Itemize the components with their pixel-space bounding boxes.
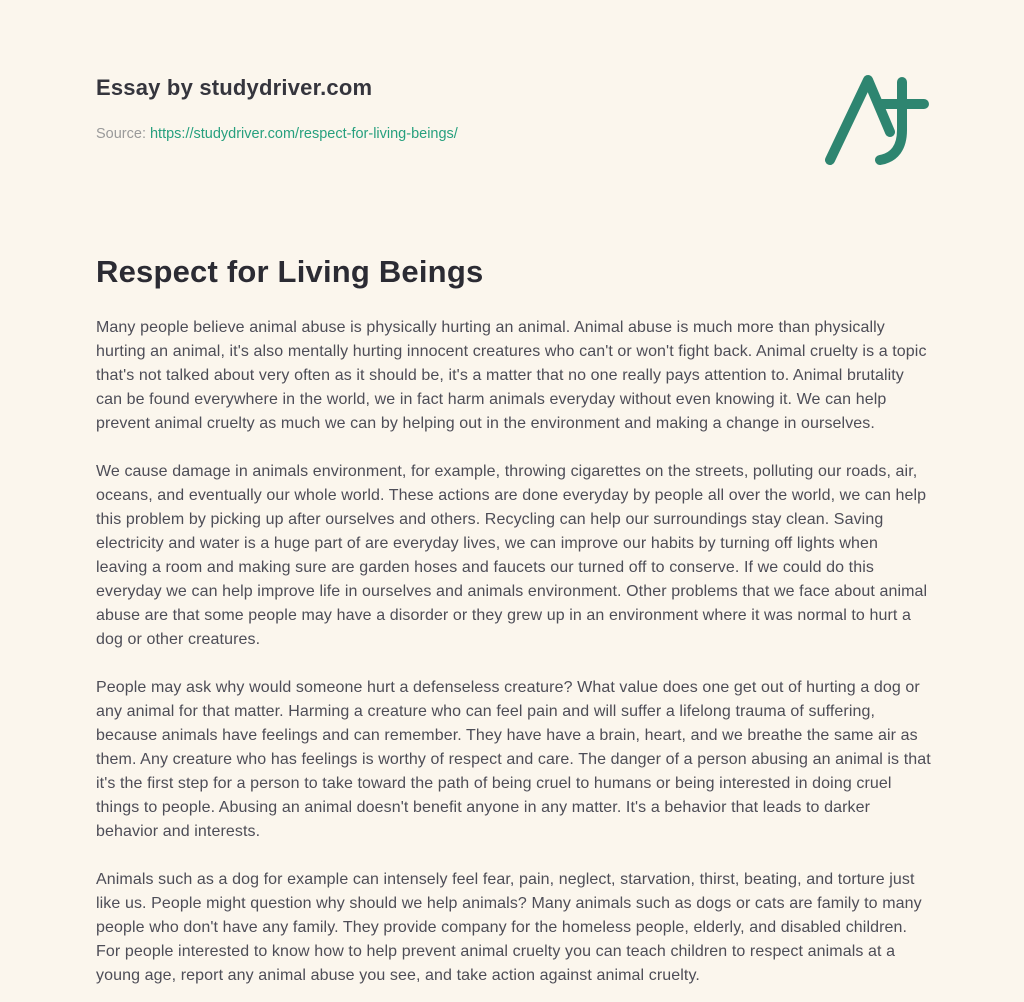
source-line	[96, 126, 928, 142]
essay-paragraph: People may ask why would someone hurt a defenseless creature? What value does one get out of hurting a dog or any animal for that matter. Harming a creature who can feel pain and will suffer a lifelong trauma of suffering, because animals have feelings and can remember. They have have a brain, heart, and we breathe the same air as them. Any creature who has feelings is worthy of respect and care. The danger of a person abusing an animal is that it's the first step for a person to take toward the path of being cruel to humans or being interested in doing cruel things to people. Abusing an animal doesn't benefit anyone in any matter. It's a behavior that leads to darker behavior and interests.	[96, 679, 931, 840]
essay-byline: Essay by studydriver.com	[96, 75, 373, 100]
essay-paragraph: We cause damage in animals environment, for example, throwing cigarettes on the streets, polluting our roads, air, oceans, and eventually our whole world. These actions are done everyday by people all over the world, we can help this problem by picking up after ourselves and others. Recycling can help our surroundings stay clean. Saving electricity and water is a huge part of are everyday lives, we can improve our habits by turning off lights when leaving a room and making sure are garden hoses and faucets our turned off to conserve. If we could do this everyday we can help improve life in ourselves and animals environment. Other problems that we face about animal abuse are that some people may have a disorder or they grew up in an environment where it was normal to hurt a dog or other creatures.	[96, 463, 928, 648]
source-link[interactable]: https://studydriver.com/respect-for-living-beings/	[149, 126, 458, 142]
essay-body	[96, 316, 932, 988]
essay-title: Respect for Living Beings	[96, 254, 484, 289]
essay-paragraph: Animals such as a dog for example can intensely feel fear, pain, neglect, starvation, thirst, beating, and torture just like us. People might question why should we help animals? Many animals such as dogs or cats are family to many people who don't have any family. They provide company for the homeless people, elderly, and disabled children. For people interested to know how to help prevent animal cruelty you can teach children to respect animals at a young age, report any animal abuse you see, and take action against animal cruelty.	[96, 871, 922, 984]
source-label: Source:	[96, 126, 146, 142]
essay-paragraph: Many people believe animal abuse is physically hurting an animal. Animal abuse is much more than physically hurting an animal, it's also mentally hurting innocent creatures who can't or won't fight back. Animal cruelty is a topic that's not talked about very often as it should be, it's a matter that no one really pays attention to. Animal brutality can be found everywhere in the world, we in fact harm animals everyday without even knowing it. We can help prevent animal cruelty as much we can by helping out in the environment and making a change in ourselves.	[96, 319, 927, 432]
studydriver-logo	[822, 68, 932, 168]
